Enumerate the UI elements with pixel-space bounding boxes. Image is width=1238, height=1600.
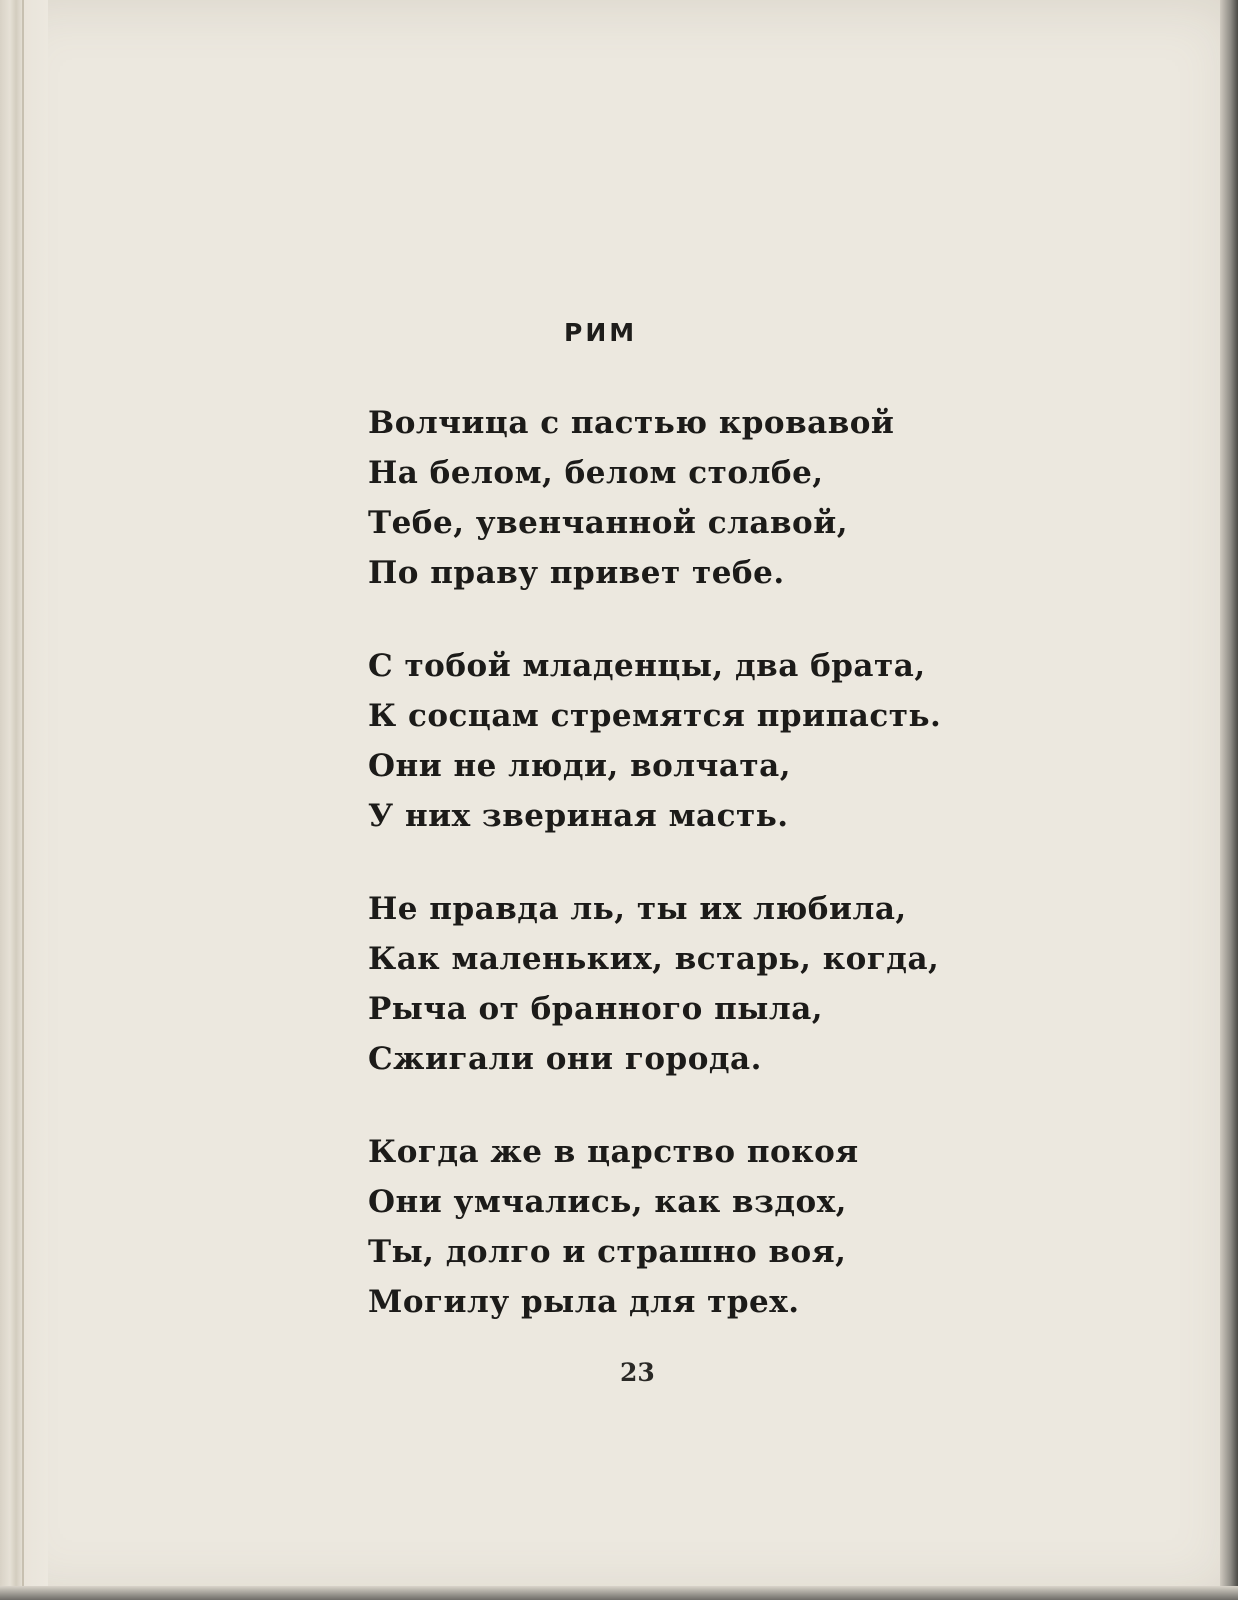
poem-line: Не правда ль, ты их любила, [368,891,907,927]
poem-line: По праву привет тебе. [368,555,785,591]
poem-line: Как маленьких, встарь, когда, [368,941,940,977]
stanza [368,398,968,598]
poem-line: Они не люди, волчата, [368,748,792,784]
stanza [368,1127,968,1327]
page-bottom-edge [0,1586,1238,1600]
poem-line: Они умчались, как вздох, [368,1184,847,1220]
poem-line: Волчица с пастью кровавой [368,405,895,441]
page-number: 23 [620,1358,655,1387]
poem-line: Рыча от бранного пыла, [368,991,824,1027]
poem-line: Сжигали они города. [368,1041,762,1077]
stanza [368,641,968,841]
poem-body [368,398,968,1327]
poem-line: С тобой младенцы, два брата, [368,648,926,684]
stanza [368,884,968,1084]
poem-line: Когда же в царство покоя [368,1134,859,1170]
poem-line: Тебе, увенчанной славой, [368,505,849,541]
poem-line: На белом, белом столбе, [368,455,824,491]
page-right-edge [1220,0,1238,1600]
poem-line: Могилу рыла для трех. [368,1284,800,1320]
page-spine-shadow [0,0,48,1600]
poem-line: К сосцам стремятся припасть. [368,698,942,734]
page-spine-line [22,0,24,1600]
poem-line: У них звериная масть. [368,798,789,834]
poem-title: РИМ [564,318,638,347]
poem-line: Ты, долго и страшно воя, [368,1234,847,1270]
